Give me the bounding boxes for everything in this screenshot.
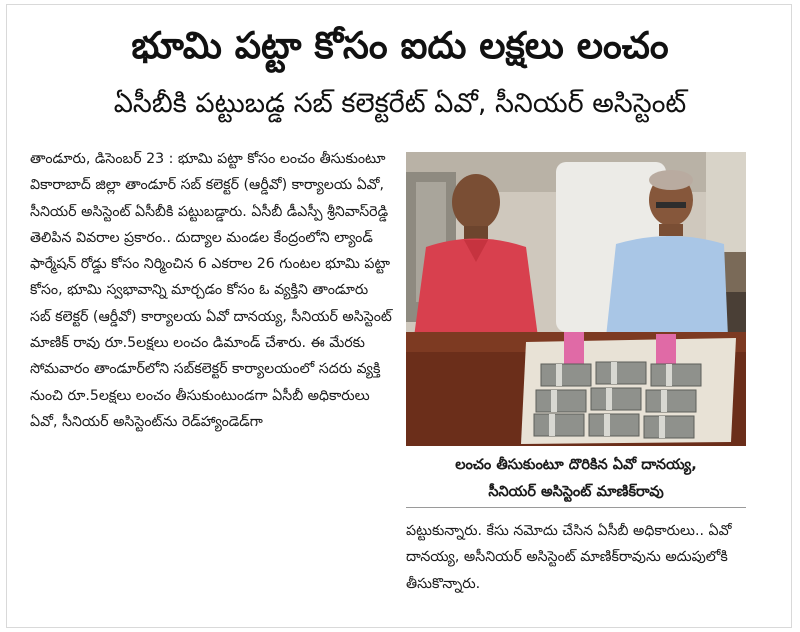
news-photo [406,152,746,446]
headline: భూమి పట్టా కోసం ఐదు లక్షలు లంచం [131,24,669,67]
article-body-right-column [406,518,746,597]
article-body-right: పట్టుకున్నారు. కేసు నమోదు చేసిన ఏసీబీ అధికారులు.. ఏవో దానయ్య, అసీనియర్ అసిస్టెంట్ మాణిక్‌రావును అదుపులోకి తీసుకొన్నారు. [406,523,732,592]
caption-divider [406,507,746,508]
article-body-left-column [30,146,392,435]
subheadline: ఏసీబీకి పట్టుబడ్డ సబ్ కలెక్టరేట్ ఏవో, సీనియర్ అసిస్టెంట్ [113,88,687,119]
photo-caption [406,452,746,506]
news-photo-illustration [406,152,746,446]
article-body-left: తాండూరు, డిసెంబర్ 23 : భూమి పట్టా కోసం లంచం తీసుకుంటూ వికారాబాద్ జిల్లా తాండూర్ సబ్ కలెక్టర్ (ఆర్డీవో) కార్యాలయ ఏవో, సీనియర్ అసిస్టెంట్ ఏసీబీకి పట్టుబడ్డారు. ఏసీబీ డీఎస్పీ శ్రీనివాస్‌రెడ్డి తెలిపిన వివరాల ప్రకారం.. దుద్యాల మండల కేంద్రంలోని ల్యాండ్ ఫార్మేషన్ రోడ్డు కోసం నిర్మించిన 6 ఎకరాల 26 గుంటల భూమి పట్టా కోసం, భూమి స్వభావాన్ని మార్చడం కోసం ఓ వ్యక్తిని తాండూరు సబ్ కలెక్టర్ (ఆర్డీవో) కార్యాలయ ఏవో దానయ్య, సీనియర్ అసిస్టెంట్ మాణిక్ రావు రూ.5లక్షలు లంచం డిమాండ్ చేశారు. ఈ మేరకు సోమవారం తాండూర్‌లోని సబ్‌కలెక్టర్ కార్యాలయంలో సదరు వ్యక్తి నుంచి రూ.5లక్షలు లంచం తీసుకుంటుండగా ఏసీబీ అధికారులు ఏవో, సీనియర్ అసిస్టెంట్‌ను రెడ్‌హ్యాండెడ్‌గా [30,151,392,430]
caption-line-1: లంచం తీసుకుంటూ దొరికిన ఏవో దానయ్య, [455,457,697,473]
caption-line-2: సీనియర్ అసిస్టెంట్ మాణిక్‌రావు [488,484,664,500]
